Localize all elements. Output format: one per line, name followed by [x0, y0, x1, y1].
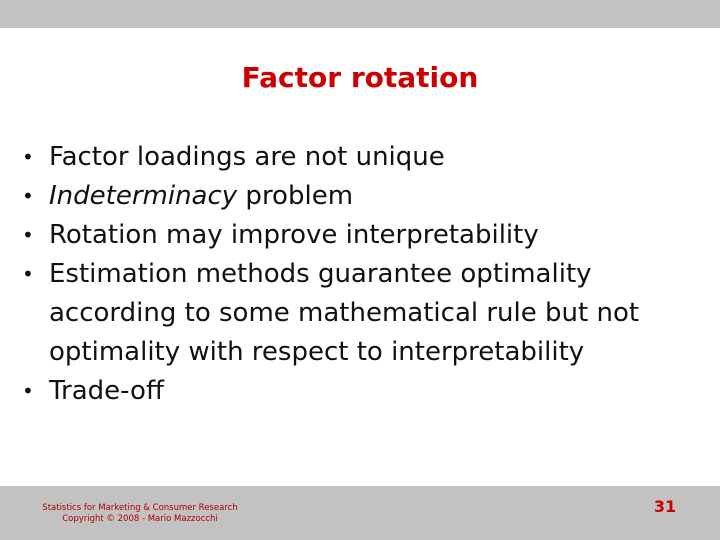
footer-credits [30, 503, 250, 525]
bullet-icon: • [22, 223, 34, 247]
bullet-item [22, 255, 702, 372]
footer-line-copyright: Copyright © 2008 - Mario Mazzocchi [62, 514, 218, 524]
bullet-text: Factor loadings are not unique [49, 142, 445, 172]
bullet-item [22, 177, 702, 216]
top-band [0, 0, 720, 28]
footer-line-course: Statistics for Marketing & Consumer Research [42, 503, 238, 513]
bullet-emphasis: Indeterminacy [49, 181, 238, 211]
page-number: 31 [653, 497, 677, 516]
bullet-text: Estimation methods guarantee optimality according to some mathematical rule but not optimality with respect to interpretability [49, 259, 640, 367]
bullet-icon: • [22, 379, 34, 403]
slide-title: Factor rotation [241, 61, 479, 94]
bullet-item [22, 138, 702, 177]
bullet-item [22, 372, 702, 411]
bullet-item [22, 216, 702, 255]
bullet-text: Trade-off [49, 376, 164, 406]
bullet-list [22, 138, 702, 411]
bullet-icon: • [22, 184, 34, 208]
bullet-text: Rotation may improve interpretability [49, 220, 539, 250]
bullet-text: problem [237, 181, 354, 211]
bullet-icon: • [22, 262, 34, 286]
bullet-icon: • [22, 145, 34, 169]
